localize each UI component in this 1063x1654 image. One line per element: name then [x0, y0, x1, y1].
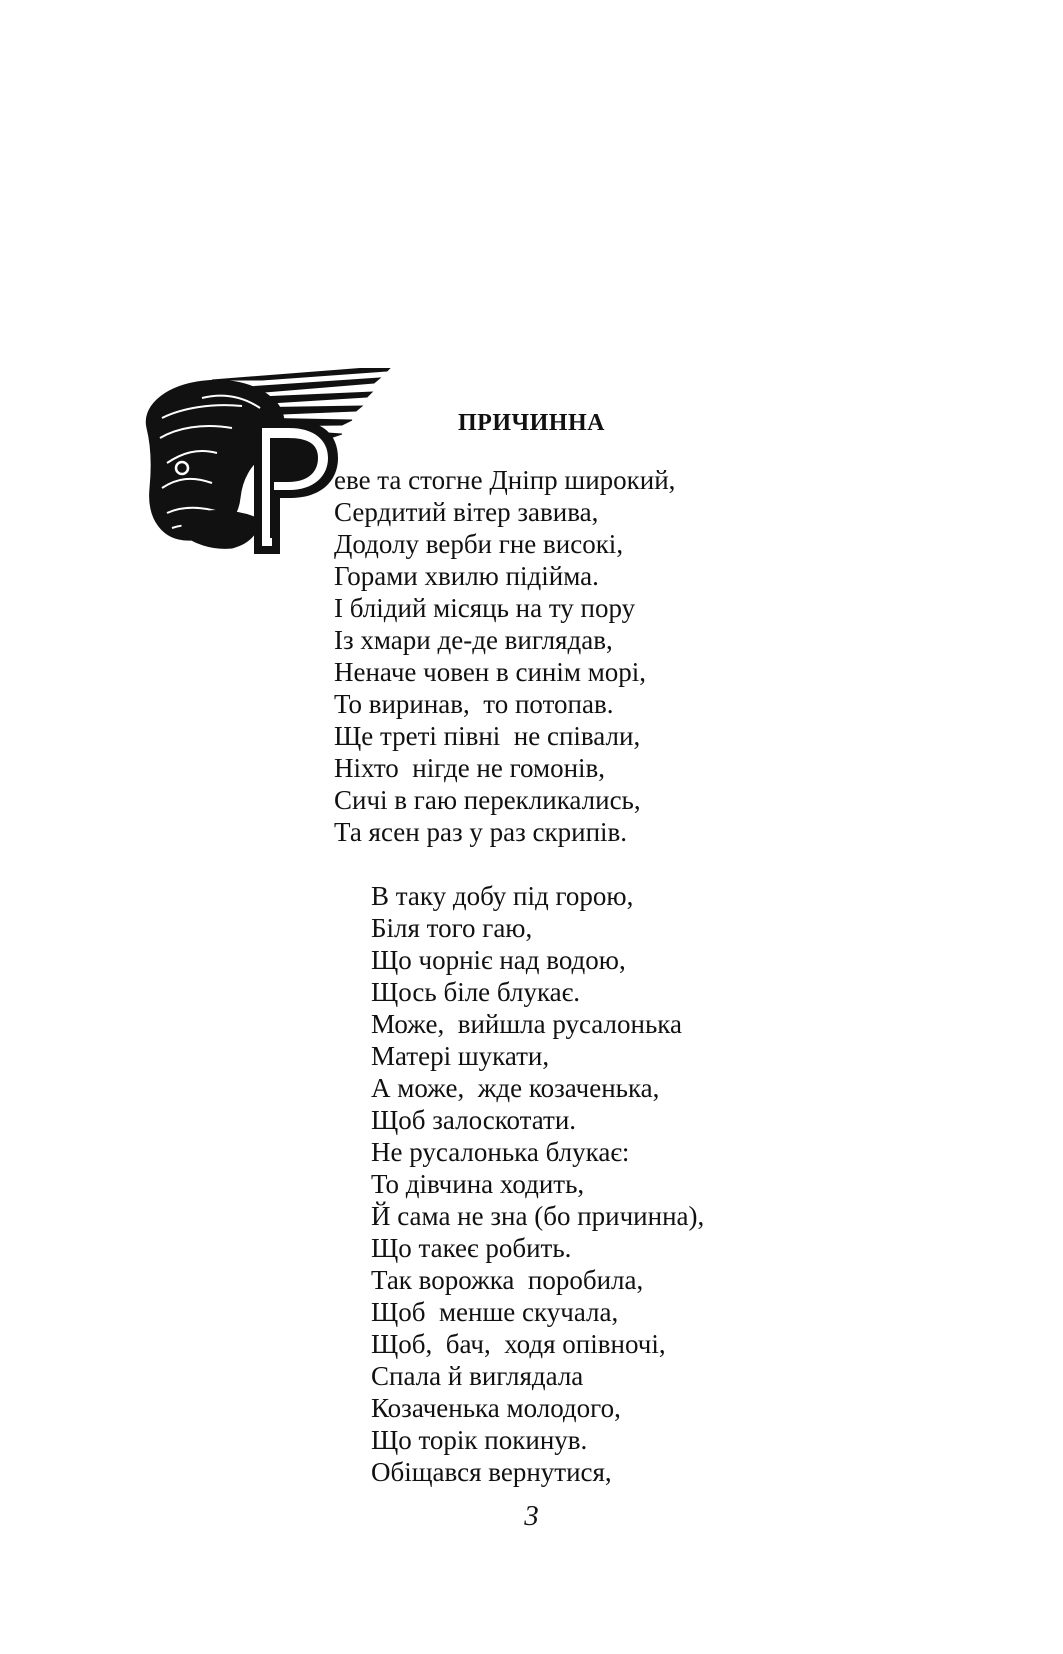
poem-line: То виринав, то потопав.	[334, 689, 614, 719]
poem-line: Ніхто нігде не гомонів,	[334, 753, 606, 783]
poem-line: Щоб, бач, ходя опівночі,	[371, 1329, 666, 1359]
poem-line: Та ясен раз у раз скрипів.	[334, 817, 628, 847]
poem-line: Біля того гаю,	[371, 913, 533, 943]
poem-line: То дівчина ходить,	[371, 1169, 585, 1199]
poem-line: Матері шукати,	[371, 1041, 550, 1071]
poem-line: Що такеє робить.	[371, 1233, 572, 1263]
poem-title-text: ПРИЧИННА	[458, 410, 605, 436]
poem-line: І блідий місяць на ту пору	[334, 593, 636, 623]
poem-line: Спала й виглядала	[371, 1361, 584, 1391]
poem-line: Щоб менше скучала,	[371, 1297, 619, 1327]
poem-line: В таку добу під горою,	[371, 881, 634, 911]
poem-line: Із хмари де-де виглядав,	[334, 625, 613, 655]
drop-cap-letter: Р	[292, 498, 293, 499]
stanza-2	[371, 880, 704, 1488]
poem-line: Й сама не зна (бо причинна),	[371, 1201, 705, 1231]
stanza-1	[334, 464, 675, 848]
poem-line: Щоб залоскотати.	[371, 1105, 577, 1135]
poem-line: Так ворожка поробила,	[371, 1265, 644, 1295]
poem-line: Щось біле блукає.	[371, 977, 580, 1007]
poem-line: Неначе човен в синім морі,	[334, 657, 647, 687]
poem-line: Сичі в гаю перекликались,	[334, 785, 641, 815]
poem-line: Козаченька молодого,	[371, 1393, 621, 1423]
drop-cap-letter-icon	[254, 420, 338, 554]
poem-line: Може, вийшла русалонька	[371, 1009, 682, 1039]
poem-line: Не русалонька блукає:	[371, 1137, 630, 1167]
poem-line: Горами хвилю підійма.	[334, 561, 599, 591]
poem-line: Додолу верби гне високі,	[334, 529, 624, 559]
poem-line: Сердитий вітер завива,	[334, 497, 599, 527]
poem-line: Ще треті півні не співали,	[334, 721, 641, 751]
poem-line: Що чорніє над водою,	[371, 945, 626, 975]
poem-line: А може, жде козаченька,	[371, 1073, 660, 1103]
page-number: 3	[524, 1500, 539, 1532]
poem-line: еве та стогне Дніпр широкий,	[334, 465, 676, 495]
poem-line: Що торік покинув.	[371, 1425, 588, 1455]
poem-line: Обіщався вернутися,	[371, 1457, 612, 1487]
